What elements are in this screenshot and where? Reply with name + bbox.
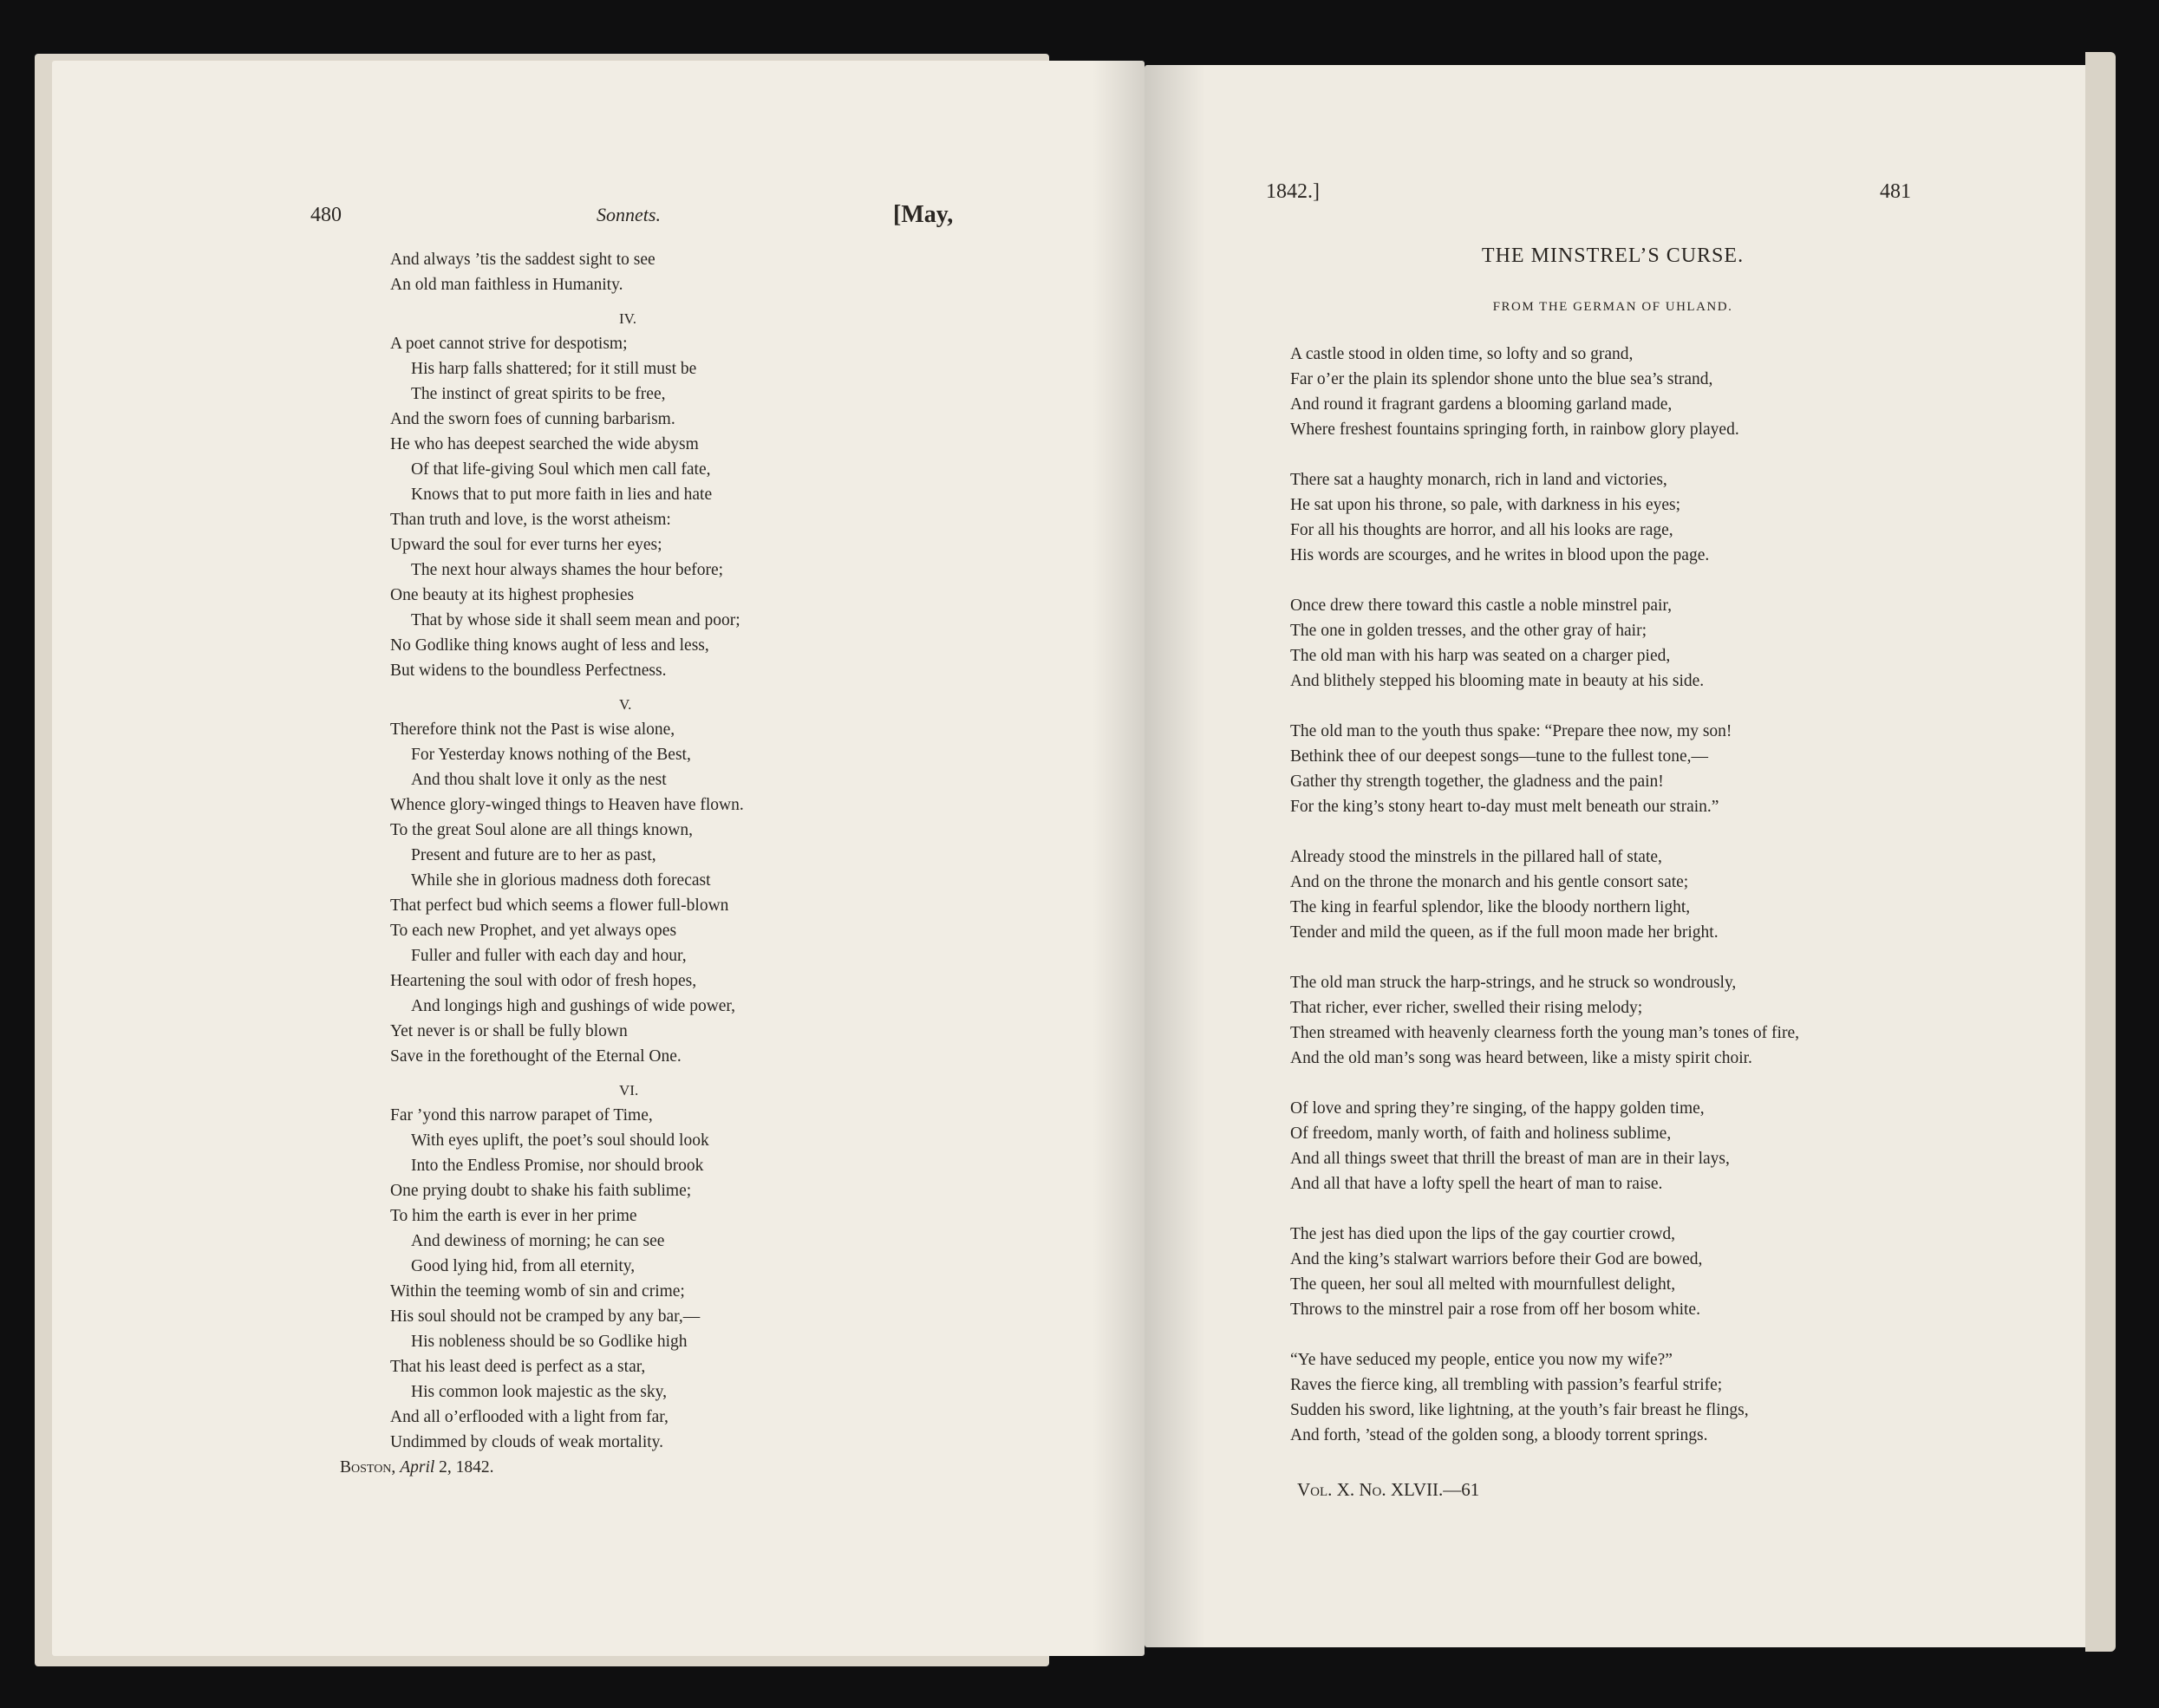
sonnet-number: VI.: [619, 1082, 639, 1098]
poem-line: Therefore think not the Past is wise alone,: [390, 720, 675, 739]
poem-line: An old man faithless in Humanity.: [390, 276, 623, 294]
poem-line: And blithely stepped his blooming mate in beauty at his side.: [1290, 672, 1705, 690]
poem-line: Within the teeming womb of sin and crime;: [390, 1282, 685, 1301]
poem-line: Where freshest fountains springing forth, in rainbow glory played.: [1290, 420, 1739, 439]
poem-line: There sat a haughty monarch, rich in land and victories,: [1290, 471, 1667, 489]
right-year: 1842.]: [1266, 180, 1320, 203]
poem-line: Than truth and love, is the worst atheism:: [390, 511, 671, 529]
stanza: [1290, 1096, 1799, 1196]
poem-line: Once drew there toward this castle a noble minstrel pair,: [1290, 596, 1672, 615]
poem-line: Throws to the minstrel pair a rose from off her bosom white.: [1290, 1301, 1700, 1319]
poem-line: To each new Prophet, and yet always opes: [390, 922, 677, 940]
poem-line: A poet cannot strive for despotism;: [390, 335, 628, 353]
poem-line: And all that have a lofty spell the heart of man to raise.: [1290, 1175, 1663, 1193]
poem-line: His harp falls shattered; for it still must be: [411, 360, 697, 378]
poem-line: To him the earth is ever in her prime: [390, 1207, 637, 1225]
left-gutter-shadow: [1093, 61, 1145, 1656]
poem-line: That perfect bud which seems a flower full-blown: [390, 896, 729, 915]
poem-line: Good lying hid, from all eternity,: [411, 1257, 636, 1275]
poem-line: Of that life-giving Soul which men call fate,: [411, 460, 711, 479]
poem-line: And all o’erflooded with a light from far,: [390, 1408, 669, 1426]
signature-place: Boston,: [340, 1458, 396, 1477]
poem-line: He sat upon his throne, so pale, with darkness in his eyes;: [1290, 496, 1681, 514]
sonnet-number: IV.: [619, 310, 636, 327]
poem-line: Fuller and fuller with each day and hour,: [411, 947, 687, 965]
poem-line: And always ’tis the saddest sight to see: [390, 251, 656, 269]
poem-line: Of freedom, manly worth, of faith and holiness sublime,: [1290, 1125, 1672, 1143]
volume-footer: Vol. X. No. XLVII.—61: [1297, 1479, 1480, 1500]
minstrels-curse-text: [1290, 342, 1799, 1448]
poem-line: His words are scourges, and he writes in blood upon the page.: [1290, 546, 1710, 564]
poem-line: He who has deepest searched the wide abysm: [390, 435, 699, 453]
stanza-gap: [390, 297, 744, 306]
poem-line: Of love and spring they’re singing, of the happy golden time,: [1290, 1099, 1705, 1118]
poem-line: And forth, ’stead of the golden song, a bloody torrent springs.: [1290, 1426, 1708, 1444]
poem-line: The one in golden tresses, and the other gray of hair;: [1290, 622, 1647, 640]
poem-line: The king in fearful splendor, like the bloody northern light,: [1290, 898, 1691, 916]
poem-line: With eyes uplift, the poet’s soul should look: [411, 1131, 709, 1150]
poem-line: And dewiness of morning; he can see: [411, 1232, 665, 1250]
poem-line: For all his thoughts are horror, and all his looks are rage,: [1290, 521, 1673, 539]
poem-line: Already stood the minstrels in the pillared hall of state,: [1290, 848, 1662, 866]
poem-line: And on the throne the monarch and his gentle consort sate;: [1290, 873, 1689, 891]
poem-line: One prying doubt to shake his faith sublime;: [390, 1182, 692, 1200]
poem-line: For Yesterday knows nothing of the Best,: [411, 746, 691, 764]
poem-line: The old man struck the harp-strings, and he struck so wondrously,: [1290, 974, 1737, 992]
poem-line: The queen, her soul all melted with mournfullest delight,: [1290, 1275, 1676, 1294]
poem-line: Into the Endless Promise, nor should brook: [411, 1157, 704, 1175]
poem-line: Upward the soul for ever turns her eyes;: [390, 536, 662, 554]
poem-line: Gather thy strength together, the gladness and the pain!: [1290, 773, 1664, 791]
poem-line: For the king’s stony heart to-day must melt beneath our strain.”: [1290, 798, 1719, 816]
poem-line: Raves the fierce king, all trembling with passion’s fearful strife;: [1290, 1376, 1723, 1394]
poem-line: And the king’s stalwart warriors before their God are bowed,: [1290, 1250, 1703, 1268]
poem-line: Then streamed with heavenly clearness forth the young man’s tones of fire,: [1290, 1024, 1799, 1042]
poem-line: Knows that to put more faith in lies and hate: [411, 486, 713, 504]
poem-line: Whence glory-winged things to Heaven have flown.: [390, 796, 744, 814]
poem-line: His common look majestic as the sky,: [411, 1383, 667, 1401]
stanza: [1290, 593, 1799, 694]
left-page-number: 480: [310, 204, 342, 226]
right-page-edges: [2085, 52, 2116, 1652]
poem-subtitle: FROM THE GERMAN OF UHLAND.: [1492, 300, 1733, 314]
stanza: [1290, 719, 1799, 819]
signature-month: April: [400, 1458, 435, 1477]
poem-line: While she in glorious madness doth forecast: [411, 871, 711, 890]
poem-line: Save in the forethought of the Eternal One.: [390, 1047, 682, 1066]
poem-line: The old man to the youth thus spake: “Prepare thee now, my son!: [1290, 722, 1732, 740]
poem-line: And longings high and gushings of wide power,: [411, 997, 736, 1015]
poem-line: And the old man’s song was heard between, like a misty spirit choir.: [1290, 1049, 1752, 1067]
left-running-head: Sonnets.: [597, 204, 661, 225]
stanza: [1290, 970, 1799, 1071]
poem-line: And the sworn foes of cunning barbarism.: [390, 410, 675, 428]
signature: [340, 1455, 744, 1480]
poem-line: But widens to the boundless Perfectness.: [390, 662, 667, 680]
left-month: [May,: [893, 201, 954, 228]
poem-title: THE MINSTREL’S CURSE.: [1481, 244, 1745, 267]
stanza: [1290, 467, 1799, 568]
stanza: [1290, 342, 1799, 442]
poem-line: Far o’er the plain its splendor shone unto the blue sea’s strand,: [1290, 370, 1713, 388]
signature-date: 2, 1842.: [439, 1458, 494, 1477]
stanza-gap: [390, 1069, 744, 1078]
poem-line: And round it fragrant gardens a blooming garland made,: [1290, 395, 1673, 414]
poem-line: “Ye have seduced my people, entice you now my wife?”: [1290, 1351, 1673, 1369]
poem-line: The jest has died upon the lips of the gay courtier crowd,: [1290, 1225, 1676, 1243]
right-page-number: 481: [1880, 180, 1911, 203]
poem-line: Tender and mild the queen, as if the full moon made her bright.: [1290, 923, 1719, 942]
poem-line: That by whose side it shall seem mean and poor;: [411, 611, 740, 629]
poem-line: And thou shalt love it only as the nest: [411, 771, 667, 789]
poem-line: His nobleness should be so Godlike high: [411, 1333, 688, 1351]
right-gutter-shadow: [1145, 65, 1205, 1647]
poem-line: That richer, ever richer, swelled their rising melody;: [1290, 999, 1643, 1017]
poem-line: A castle stood in olden time, so lofty and so grand,: [1290, 345, 1634, 363]
stanza: [1290, 844, 1799, 945]
poem-line: And all things sweet that thrill the breast of man are in their lays,: [1290, 1150, 1730, 1168]
poem-line: One beauty at its highest prophesies: [390, 586, 635, 604]
poem-line: Undimmed by clouds of weak mortality.: [390, 1433, 664, 1451]
poem-line: The next hour always shames the hour before;: [411, 561, 724, 579]
poem-line: Bethink thee of our deepest songs—tune to the fullest tone,—: [1290, 747, 1708, 766]
poem-line: The old man with his harp was seated on a charger pied,: [1290, 647, 1671, 665]
poem-line: That his least deed is perfect as a star,: [390, 1358, 646, 1376]
poem-line: To the great Soul alone are all things known,: [390, 821, 694, 839]
poem-line: Present and future are to her as past,: [411, 846, 656, 864]
sonnets-text: [340, 247, 744, 1480]
poem-line: Yet never is or shall be fully blown: [390, 1022, 628, 1040]
poem-line: Far ’yond this narrow parapet of Time,: [390, 1106, 653, 1125]
poem-line: No Godlike thing knows aught of less and less,: [390, 636, 709, 655]
poem-line: Heartening the soul with odor of fresh hopes,: [390, 972, 697, 990]
sonnet-number: V.: [619, 696, 632, 713]
poem-line: Sudden his sword, like lightning, at the youth’s fair breast he flings,: [1290, 1401, 1749, 1419]
stanza: [1290, 1222, 1799, 1322]
stanza: [1290, 1347, 1799, 1448]
poem-line: The instinct of great spirits to be free,: [411, 385, 666, 403]
poem-line: His soul should not be cramped by any bar,—: [390, 1307, 701, 1326]
stanza-gap: [390, 683, 744, 692]
